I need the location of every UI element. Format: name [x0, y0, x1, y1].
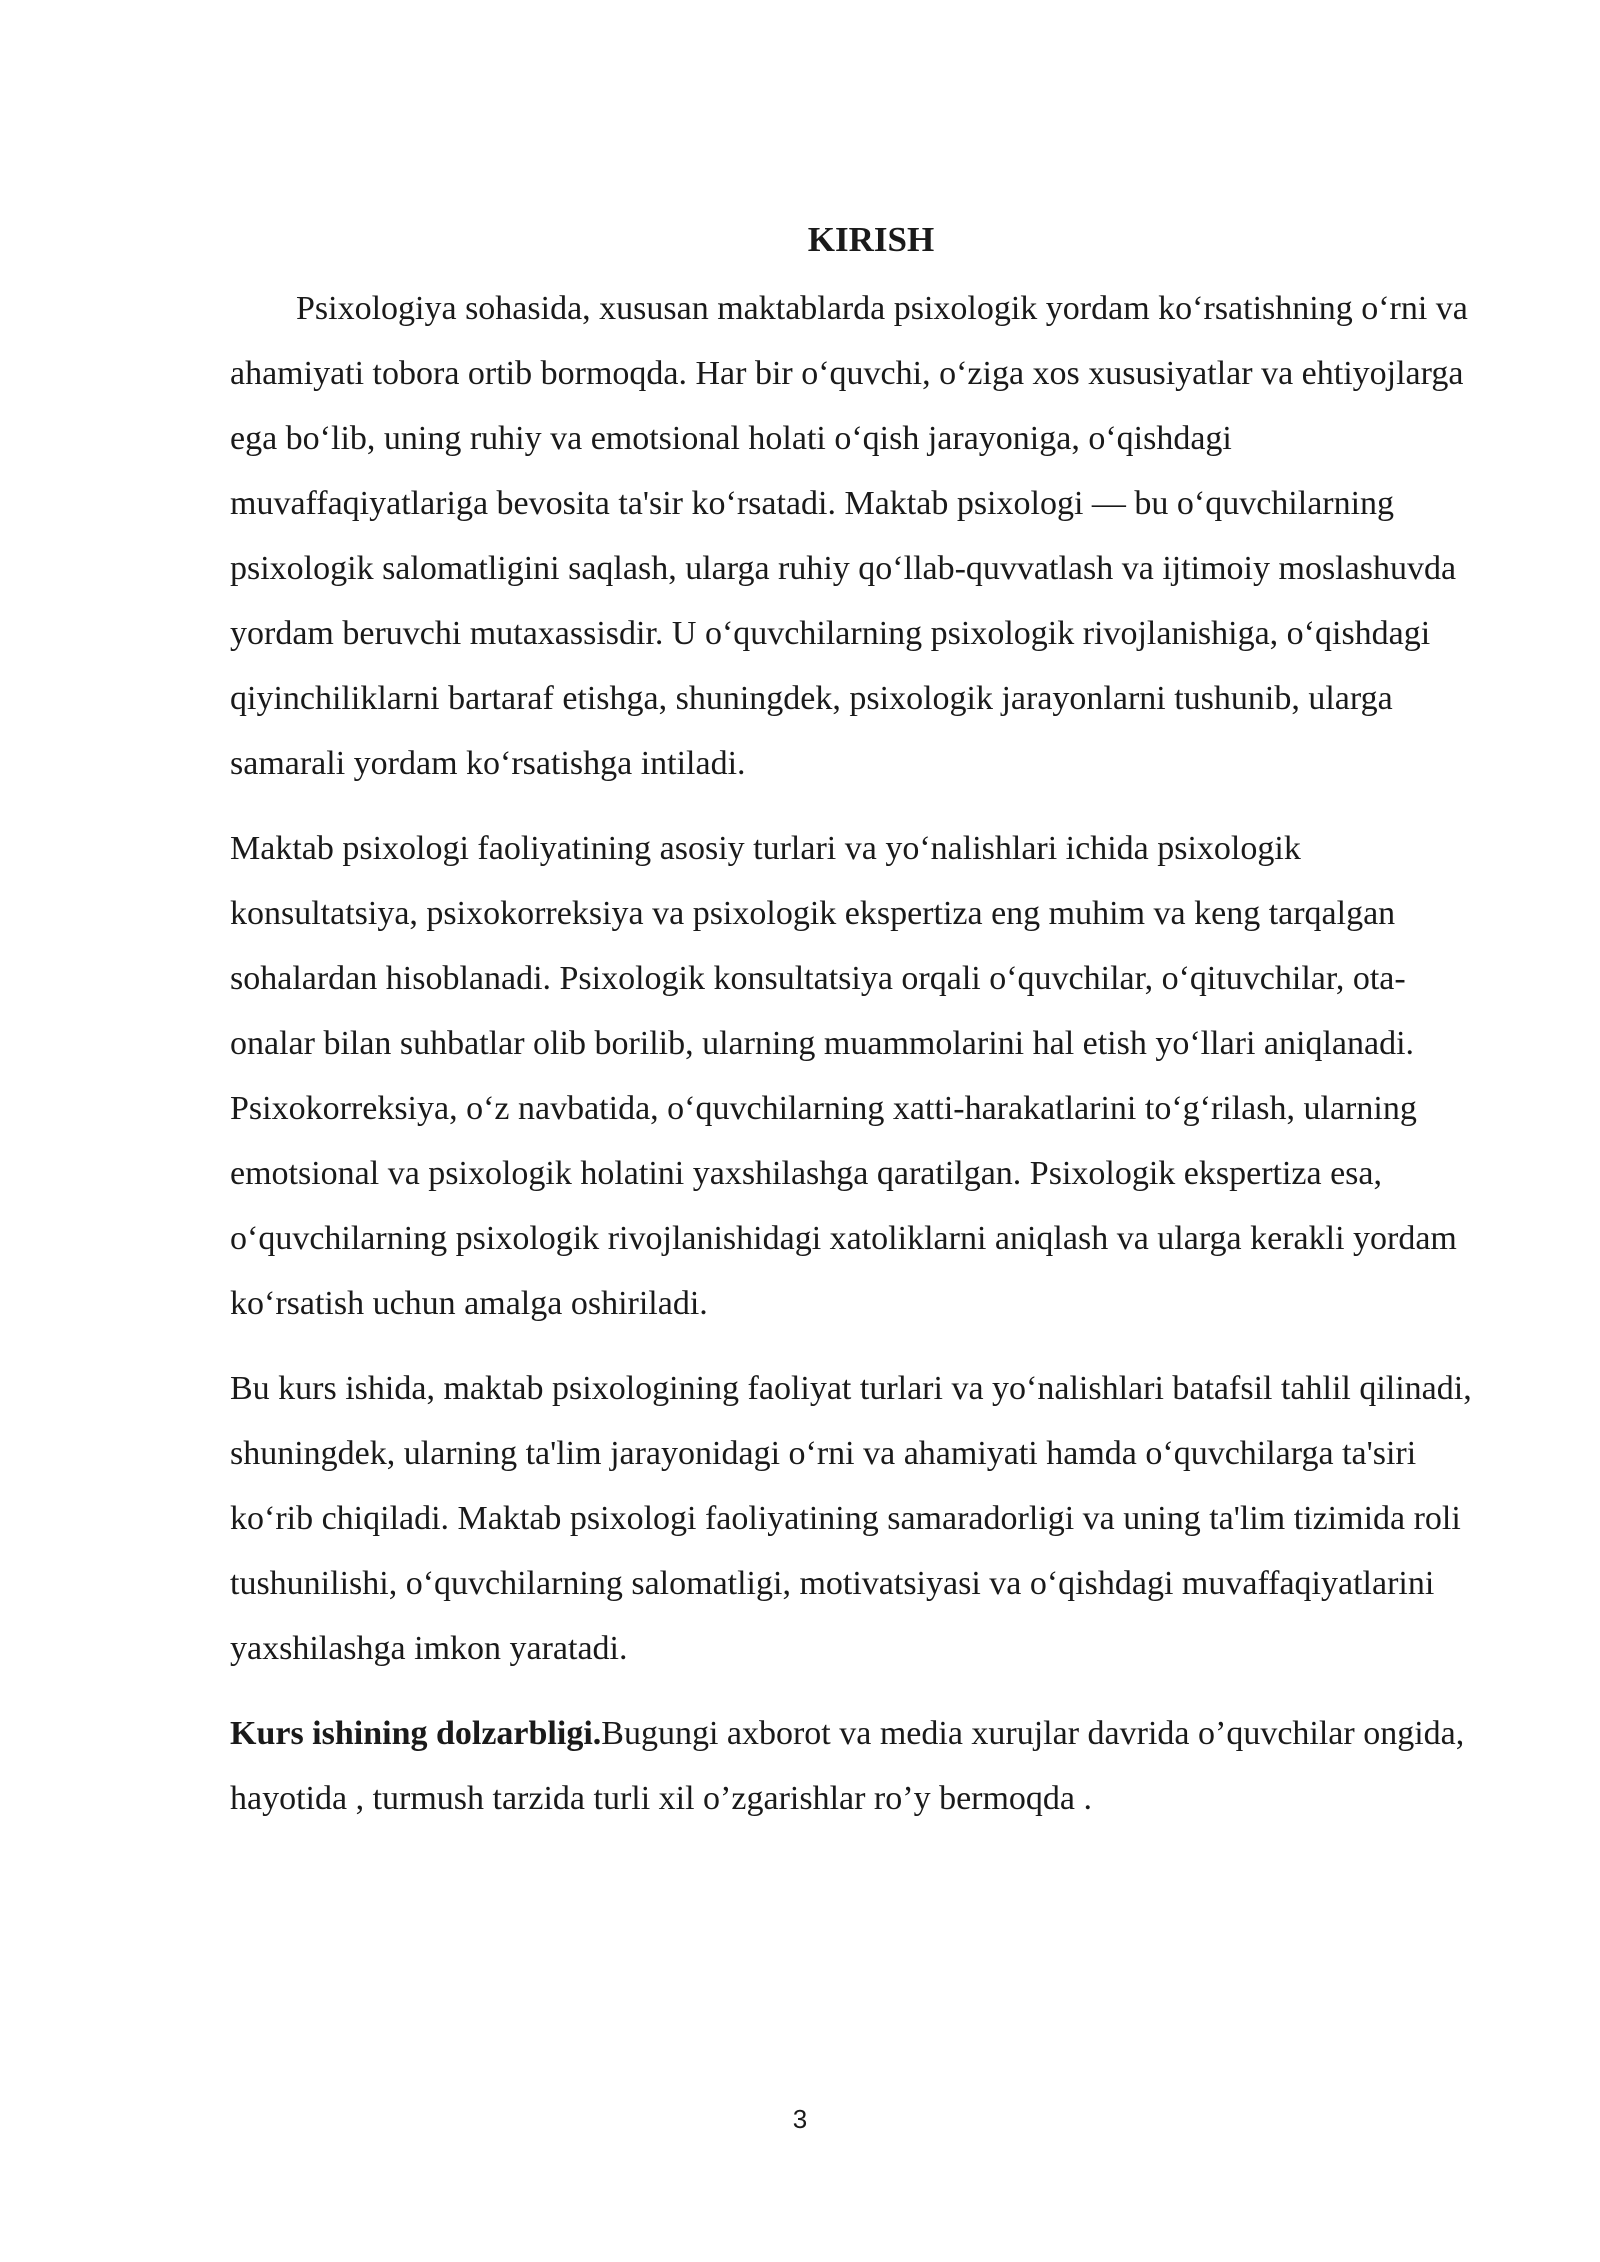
relevance-text: Bugungi axborot va media xurujlar davrida o’quvchilar ongida, hayotida , turmush tarzida turli xil o’zgarishlar ro’y bermoqda . — [230, 1715, 1465, 1817]
relevance-paragraph — [230, 1701, 1482, 1831]
intro-paragraph: Psixologiya sohasida, xususan maktablarda psixologik yordam ko‘rsatishning o‘rni va ahamiyati tobora ortib bormoqda. Har bir o‘quvchi, o‘ziga xos xususiyatlar va ehtiyojlarga ega bo‘lib, uning ruhiy va emotsional holati o‘qish jarayoniga, o‘qishdagi muvaffaqiyatlariga bevosita ta'sir ko‘rsatadi. Maktab psixologi — bu o‘quvchilarning psixologik salomatligini saqlash, ularga ruhiy qo‘llab-quvvatlash va ijtimoiy moslashuvda yordam beruvchi mutaxassisdir. U o‘quvchilarning psixologik rivojlanishiga, o‘qishdagi qiyinchiliklarni bartaraf etishga, shuningdek, psixologik jarayonlarni tushunib, ularga samarali yordam ko‘rsatishga intiladi. — [230, 290, 1468, 782]
relevance-lead: Kurs ishining dolzarbligi. — [230, 1715, 602, 1752]
activities-paragraph: Maktab psixologi faoliyatining asosiy turlari va yo‘nalishlari ichida psixologik konsultatsiya, psixokorreksiya va psixologik ekspertiza eng muhim va keng tarqalgan sohalardan hisoblanadi. Psixologik konsultatsiya orqali o‘quvchilar, o‘qituvchilar, ota-onalar bilan suhbatlar olib borilib, ularning muammolarini hal etish yo‘llari aniqlanadi. Psixokorreksiya, o‘z navbatida, o‘quvchilarning xatti-harakatlarini to‘g‘rilash, ularning emotsional va psixologik holatini yaxshilashga qaratilgan. Psixologik ekspertiza esa, o‘quvchilarning psixologik rivojlanishidagi xatoliklarni aniqlash va ularga kerakli yordam ko‘rsatish uchun amalga oshiriladi. — [230, 830, 1457, 1322]
section-heading: KIRISH — [807, 220, 935, 259]
course-scope-paragraph: Bu kurs ishida, maktab psixologining faoliyat turlari va yo‘nalishlari batafsil tahlil qilinadi, shuningdek, ularning ta'lim jarayonidagi o‘rni va ahamiyati hamda o‘quvchilarga ta'siri ko‘rib chiqiladi. Maktab psixologi faoliyatining samaradorligi va uning ta'lim tizimida roli tushunilishi, o‘quvchilarning salomatligi, motivatsiyasi va o‘qishdagi muvaffaqiyatlarini yaxshilashga imkon yaratadi. — [230, 1370, 1472, 1667]
page-number: 3 — [792, 2104, 808, 2134]
document-page — [230, 212, 1482, 1831]
